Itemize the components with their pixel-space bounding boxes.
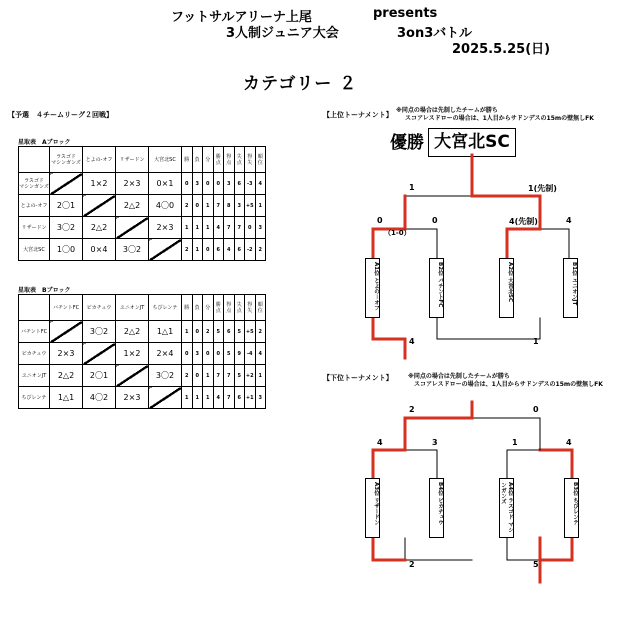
stat-header: 負 <box>192 147 203 173</box>
stat-header: 得点 <box>224 147 235 173</box>
row-team-name: ちびレンテ <box>19 387 50 409</box>
stat-value: 4 <box>213 387 224 409</box>
stat-value: 2 <box>182 239 193 261</box>
upper-note-2: スコアレスドローの場合は、1人目からサドンデスの15mの壁無しFK <box>405 115 594 122</box>
lower-semi1-right-score: 3 <box>432 438 438 447</box>
block-a-title: 星取表 Aブロック <box>18 139 71 146</box>
lower-team-3: A4位 ラスゴド マシンガンズ <box>499 478 514 538</box>
upper-semi2-right-score: 4 <box>566 216 572 225</box>
stat-value: 2 <box>182 195 193 217</box>
league-section-title: 【予選 ４チームリーグ２回戦】 <box>8 111 113 119</box>
stat-value: 5 <box>234 321 245 343</box>
column-team-header: ピカチュウ <box>83 295 116 321</box>
upper-semi2-left-score: 4(先制) <box>509 217 538 226</box>
stat-value: +2 <box>245 365 256 387</box>
stat-header: 勝 <box>182 295 193 321</box>
stat-value: 1 <box>203 387 214 409</box>
stat-value: 1 <box>182 321 193 343</box>
upper-final-right-score: 1(先制) <box>528 184 557 193</box>
stat-value: 1 <box>192 217 203 239</box>
column-team-header: ユニオンJT <box>116 295 149 321</box>
upper-semi1-pk: （1-0） <box>384 229 411 237</box>
column-team-header: リザードン <box>116 147 149 173</box>
stat-header: 失点 <box>234 295 245 321</box>
upper-third-right-score: 1 <box>533 337 539 346</box>
stat-value: -3 <box>245 173 256 195</box>
lower-final-left-score: 2 <box>409 405 415 414</box>
stat-header: 負 <box>192 295 203 321</box>
stat-value: 6 <box>224 321 235 343</box>
upper-title: 【上位トーナメント】 <box>323 111 393 119</box>
match-result: 0×4 <box>83 239 116 261</box>
stat-value: 0 <box>203 239 214 261</box>
stat-value: 1 <box>255 195 266 217</box>
match-result: 2△2 <box>50 365 83 387</box>
stat-value: 0 <box>182 343 193 365</box>
match-result: 1×2 <box>83 173 116 195</box>
lower-semi2-right-score: 4 <box>566 438 572 447</box>
stat-value: 3 <box>224 173 235 195</box>
stat-header: 勝点 <box>213 295 224 321</box>
stat-value: 3 <box>192 173 203 195</box>
stat-value: 0 <box>213 173 224 195</box>
presents-text: presents <box>373 6 438 21</box>
stat-value: 6 <box>234 387 245 409</box>
stat-value: 0 <box>203 343 214 365</box>
match-result: 2×4 <box>149 343 182 365</box>
row-team-name: バチントFC <box>19 321 50 343</box>
match-result: 4〇0 <box>149 195 182 217</box>
stat-value: 4 <box>213 217 224 239</box>
winner-name: 大宮北SC <box>434 132 510 152</box>
event-date: 2025.5.25(日) <box>452 42 551 57</box>
match-result: 0×1 <box>149 173 182 195</box>
stat-value: 5 <box>213 321 224 343</box>
lower-note-1: ※同点の場合は先制したチームが勝ち <box>408 373 510 380</box>
stat-header: 順位 <box>255 295 266 321</box>
stat-value: 3 <box>255 217 266 239</box>
stat-value: 4 <box>255 173 266 195</box>
lower-semi1-left-score: 4 <box>377 438 383 447</box>
stat-value: 0 <box>245 217 256 239</box>
stat-value: 1 <box>182 217 193 239</box>
stat-value: 6 <box>234 239 245 261</box>
upper-team-1: A1位 とよの－オフ <box>365 258 380 318</box>
match-result: 3〇2 <box>50 217 83 239</box>
column-team-header: ちびレンテ <box>149 295 182 321</box>
match-result: 1〇0 <box>50 239 83 261</box>
stat-value: 0 <box>203 173 214 195</box>
lower-team-2: B4位 ピカチュウ <box>429 478 444 538</box>
stat-value: 7 <box>224 387 235 409</box>
match-result: 3〇2 <box>116 239 149 261</box>
lower-title: 【下位トーナメント】 <box>323 374 393 382</box>
stat-value: 1 <box>182 387 193 409</box>
stat-value: 7 <box>213 195 224 217</box>
lower-bottom-right-score: 5 <box>533 560 539 569</box>
event-title: 3人制ジュニア大会 <box>226 26 339 41</box>
stat-header: 失点 <box>234 147 245 173</box>
upper-note-1: ※同点の場合は先制したチームが勝ち <box>396 107 498 114</box>
stat-value: 0 <box>192 365 203 387</box>
upper-semi1-right-score: 0 <box>432 216 438 225</box>
stat-header: 勝 <box>182 147 193 173</box>
row-team-name: リザードン <box>19 217 50 239</box>
stat-value: -4 <box>245 343 256 365</box>
match-result: 1×2 <box>116 343 149 365</box>
stat-value: 1 <box>203 365 214 387</box>
row-team-name: とよの-オフ <box>19 195 50 217</box>
stat-value: 9 <box>234 343 245 365</box>
column-team-header: 大宮北SC <box>149 147 182 173</box>
match-result: 2〇1 <box>83 365 116 387</box>
stat-value: 3 <box>192 343 203 365</box>
battle-title: 3on3バトル <box>397 26 473 41</box>
upper-final-left-score: 1 <box>409 183 415 192</box>
stat-header: 分 <box>203 295 214 321</box>
lower-final-right-score: 0 <box>533 405 539 414</box>
match-result: 2×3 <box>50 343 83 365</box>
stat-value: 1 <box>192 387 203 409</box>
upper-semi1-left-score: 0 <box>377 216 383 225</box>
stat-header: 得点 <box>224 295 235 321</box>
upper-third-left-score: 4 <box>409 337 415 346</box>
block-b-title: 星取表 Bブロック <box>18 287 71 294</box>
stat-header: 分 <box>203 147 214 173</box>
stat-value: 2 <box>255 239 266 261</box>
match-result: 4〇2 <box>83 387 116 409</box>
upper-team-2: B2位 バチントFC <box>429 258 444 318</box>
match-result: 1△1 <box>149 321 182 343</box>
stat-value: 0 <box>182 173 193 195</box>
match-result: 2×3 <box>149 217 182 239</box>
stat-value: 3 <box>234 195 245 217</box>
match-result: 2×3 <box>116 387 149 409</box>
stat-value: 1 <box>255 365 266 387</box>
upper-team-4: B1位 ユニオンJT <box>563 258 578 318</box>
row-team-name: ラスゴド マシンガンズ <box>19 173 50 195</box>
lower-bottom-left-score: 2 <box>409 560 415 569</box>
row-team-name: 大宮北SC <box>19 239 50 261</box>
stat-value: 2 <box>255 321 266 343</box>
stat-value: 0 <box>192 195 203 217</box>
column-team-header: バチントFC <box>50 295 83 321</box>
stat-value: 1 <box>192 239 203 261</box>
stat-value: 8 <box>224 195 235 217</box>
stat-value: 6 <box>213 239 224 261</box>
stat-value: 0 <box>192 321 203 343</box>
column-team-header: とよの-オフ <box>83 147 116 173</box>
stat-value: 1 <box>203 217 214 239</box>
stat-value: 0 <box>213 343 224 365</box>
stat-value: +5 <box>245 195 256 217</box>
stat-value: +1 <box>245 387 256 409</box>
stat-value: 2 <box>203 321 214 343</box>
lower-semi2-left-score: 1 <box>512 438 518 447</box>
stat-value: 7 <box>224 217 235 239</box>
winner-label: 優勝 <box>390 133 424 153</box>
row-team-name: ピカチュウ <box>19 343 50 365</box>
stat-value: 3 <box>255 387 266 409</box>
stat-value: 1 <box>203 195 214 217</box>
column-team-header: ラスゴド マシンガンズ <box>50 147 83 173</box>
stat-value: 7 <box>213 365 224 387</box>
stat-value: 7 <box>224 365 235 387</box>
stat-value: 5 <box>224 343 235 365</box>
stat-value: 2 <box>182 365 193 387</box>
match-result: 1△1 <box>50 387 83 409</box>
lower-note-2: スコアレスドローの場合は、1人目からサドンデスの15mの壁無しFK <box>414 381 603 388</box>
row-team-name: ユニオンJT <box>19 365 50 387</box>
stat-value: -2 <box>245 239 256 261</box>
lower-team-1: A3位 リザードン <box>365 478 380 538</box>
match-result: 2〇1 <box>50 195 83 217</box>
venue-title: フットサルアリーナ上尾 <box>171 10 312 25</box>
stat-value: 6 <box>234 173 245 195</box>
category-title: カテゴリー ２ <box>243 74 358 94</box>
upper-team-3: A2位 大宮北SC <box>499 258 514 318</box>
stat-value: 7 <box>234 217 245 239</box>
match-result: 2×3 <box>116 173 149 195</box>
stat-header: 得失 <box>245 147 256 173</box>
stat-header: 順位 <box>255 147 266 173</box>
stat-value: 5 <box>234 365 245 387</box>
match-result: 3〇2 <box>149 365 182 387</box>
match-result: 2△2 <box>83 217 116 239</box>
match-result: 2△2 <box>116 195 149 217</box>
stat-value: 4 <box>224 239 235 261</box>
stat-value: +5 <box>245 321 256 343</box>
lower-team-4: B3位 ちびレンテ <box>564 478 579 538</box>
stat-value: 4 <box>255 343 266 365</box>
match-result: 3〇2 <box>83 321 116 343</box>
stat-header: 勝点 <box>213 147 224 173</box>
match-result: 2△2 <box>116 321 149 343</box>
stat-header: 得失 <box>245 295 256 321</box>
